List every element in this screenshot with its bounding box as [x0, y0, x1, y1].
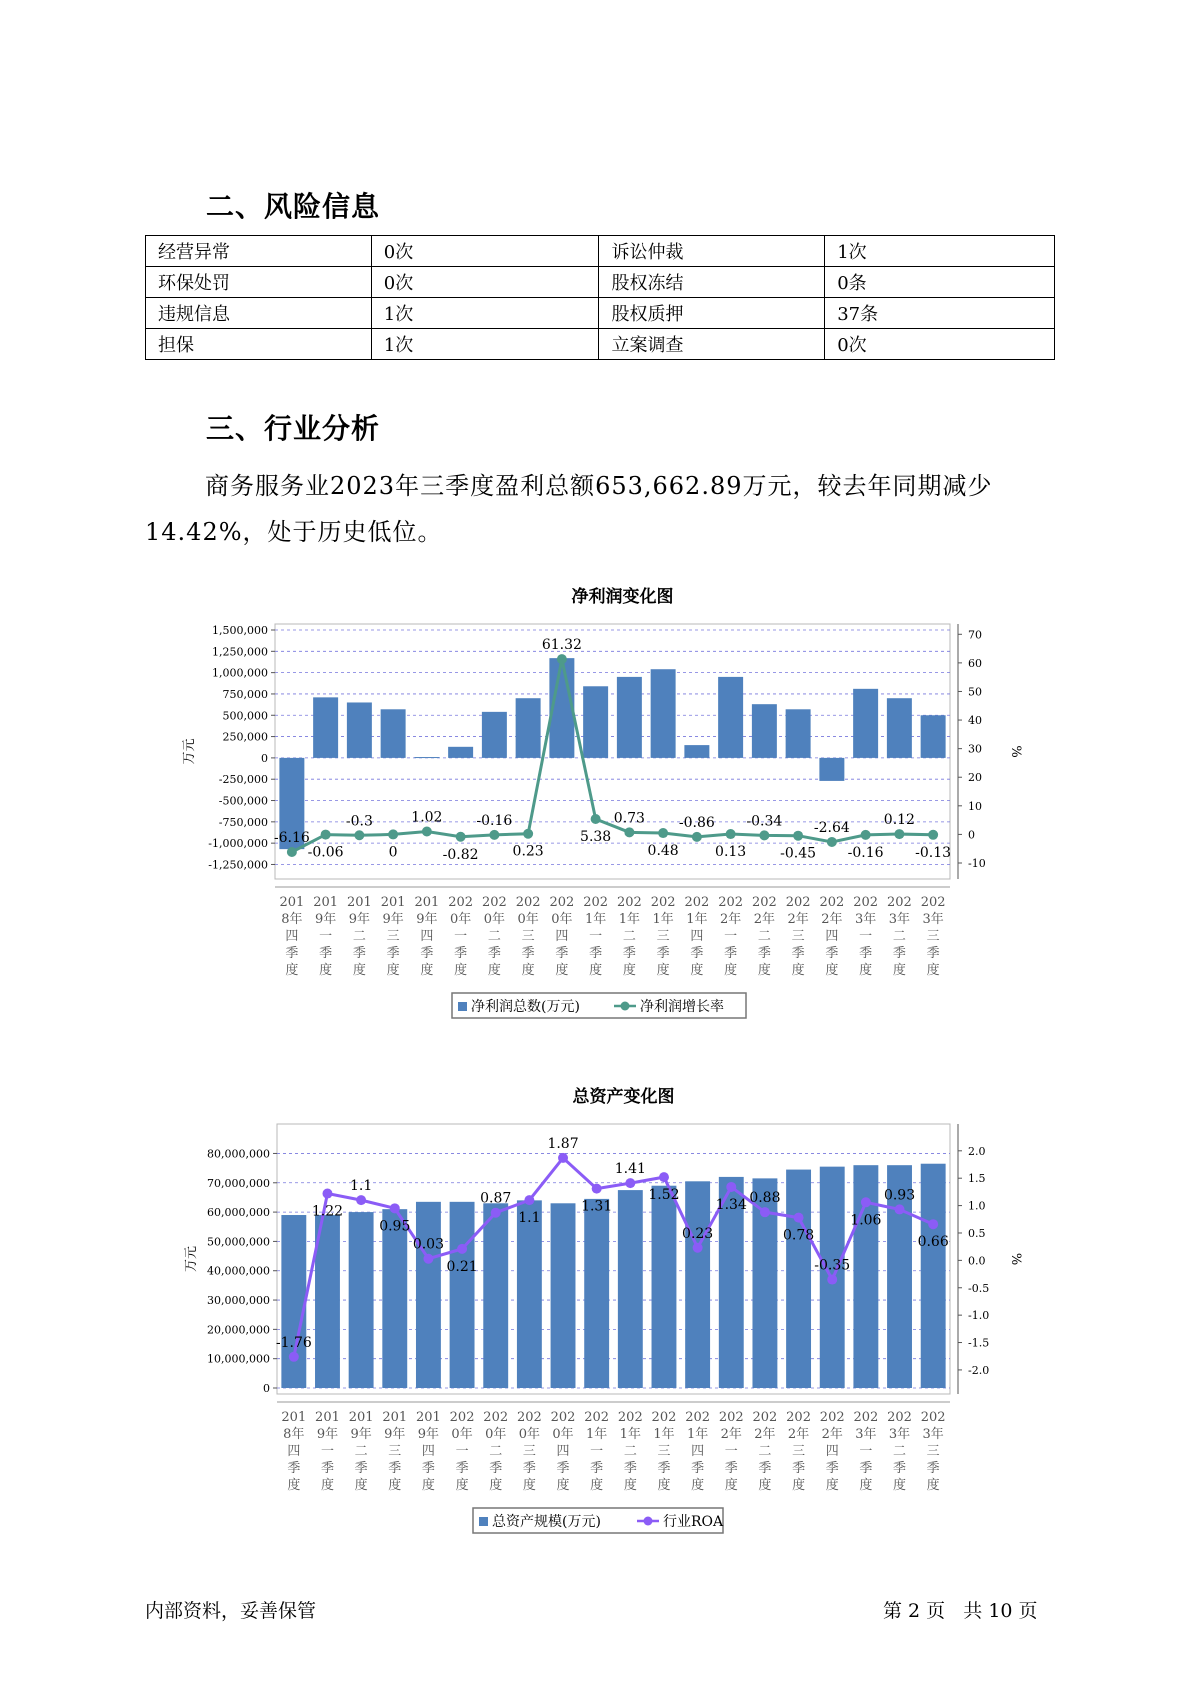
- y2-tick-label: 0.0: [968, 1254, 986, 1268]
- data-label: -0.34: [746, 813, 783, 830]
- x-tick-label: 202 3年二季度: [886, 895, 912, 978]
- x-tick-label: 202 3年一季度: [853, 1410, 879, 1493]
- line-point: [558, 1153, 568, 1163]
- y2-tick-label: 60: [968, 656, 982, 670]
- x-tick-label: 202 1年三季度: [650, 895, 676, 978]
- x-tick-label: 202 0年一季度: [449, 1410, 475, 1493]
- x-tick-label: 202 2年四季度: [819, 1410, 845, 1493]
- y2-tick-label: -0.5: [968, 1281, 990, 1295]
- table-cell: 1次: [371, 329, 599, 360]
- x-tick-label: 202 0年三季度: [516, 1410, 542, 1493]
- data-label: 61.32: [541, 637, 582, 654]
- line-point: [659, 1172, 669, 1182]
- data-label: 5.38: [580, 829, 612, 846]
- data-label: 0.12: [883, 812, 915, 829]
- y-tick-label: -1,250,000: [208, 858, 268, 872]
- y2-tick-label: -1.5: [968, 1336, 990, 1350]
- y-tick-label: 60,000,000: [207, 1206, 270, 1220]
- table-cell: 1次: [371, 298, 599, 329]
- table-row: [146, 236, 1055, 267]
- bar: [583, 686, 608, 758]
- line-point: [289, 1352, 299, 1362]
- x-tick-label: 201 8年四季度: [281, 1410, 307, 1493]
- y-tick-label: 50,000,000: [207, 1235, 270, 1249]
- line-point: [726, 1182, 736, 1192]
- x-tick-label: 201 9年三季度: [380, 895, 406, 978]
- x-tick-label: 202 1年一季度: [583, 895, 609, 978]
- data-label: -0.16: [847, 844, 884, 861]
- y2-tick-label: 1.0: [968, 1199, 986, 1213]
- x-tick-label: 202 0年一季度: [448, 895, 474, 978]
- table-cell: 立案调查: [599, 329, 825, 360]
- industry-paragraph: 商务服务业2023年三季度盈利总额653,662.89万元，较去年同期减少14.42%，处于历史低位。: [145, 472, 993, 546]
- data-label: -0.13: [915, 844, 952, 861]
- line-point: [726, 829, 736, 839]
- data-label: 0.87: [480, 1190, 512, 1207]
- data-label: 1.41: [614, 1161, 646, 1178]
- line-point: [592, 1184, 602, 1194]
- x-tick-label: 202 2年三季度: [785, 895, 811, 978]
- data-label: 0.03: [412, 1236, 445, 1253]
- bar: [819, 758, 844, 781]
- section-title-industry: 三、行业分析: [206, 412, 381, 445]
- line-point: [827, 1275, 837, 1285]
- x-tick-label: 202 1年四季度: [685, 1410, 711, 1493]
- page-number: 第 2 页 共 10 页: [883, 1600, 1038, 1622]
- table-cell: 诉讼仲裁: [599, 236, 825, 267]
- bar: [517, 1200, 542, 1388]
- data-label: 0.23: [512, 843, 544, 860]
- bar: [584, 1199, 609, 1388]
- y-tick-label: 10,000,000: [207, 1352, 270, 1366]
- data-label: 1.87: [547, 1135, 579, 1152]
- x-tick-label: 201 8年四季度: [279, 895, 305, 978]
- x-tick-label: 202 1年一季度: [584, 1410, 610, 1493]
- y2-tick-label: 0.5: [968, 1226, 986, 1240]
- x-tick-label: 202 1年二季度: [616, 895, 642, 978]
- table-cell: 担保: [146, 329, 372, 360]
- data-label: 0.48: [647, 843, 679, 860]
- y-tick-label: -250,000: [218, 773, 268, 787]
- line-point: [557, 654, 567, 664]
- x-tick-label: 202 0年四季度: [550, 1410, 576, 1493]
- x-tick-label: 202 3年三季度: [920, 895, 946, 978]
- table-cell: 1次: [825, 236, 1055, 267]
- y-axis-title: 万元: [184, 1245, 199, 1273]
- legend-bar-label: 总资产规模(万元): [492, 1514, 601, 1530]
- y2-tick-label: 30: [968, 742, 982, 756]
- line-point: [895, 1204, 905, 1214]
- line-point: [523, 829, 533, 839]
- y-tick-label: -1,000,000: [208, 837, 268, 851]
- y-tick-label: 250,000: [222, 730, 268, 744]
- line-point: [456, 832, 466, 842]
- section-title-risk: 二、风险信息: [206, 190, 381, 223]
- data-label: 1.22: [311, 1203, 344, 1220]
- bar: [347, 702, 372, 757]
- line-point: [356, 1195, 366, 1205]
- data-label: -0.82: [442, 846, 479, 863]
- line-point: [760, 1207, 770, 1217]
- line-point: [287, 847, 297, 857]
- bar: [416, 1202, 441, 1388]
- table-cell: 0次: [825, 329, 1055, 360]
- bar: [651, 669, 676, 758]
- line-point: [491, 1208, 501, 1218]
- x-tick-label: 201 9年二季度: [348, 1410, 374, 1493]
- line-point: [759, 830, 769, 840]
- table-cell: 0条: [825, 267, 1055, 298]
- x-tick-label: 202 2年二季度: [751, 895, 777, 978]
- bar: [921, 1164, 946, 1388]
- y2-tick-label: 1.5: [968, 1172, 986, 1186]
- line-point: [354, 830, 364, 840]
- legend-bar-swatch: [479, 1517, 488, 1526]
- data-label: 1.31: [581, 1198, 613, 1215]
- line-point: [861, 1197, 871, 1207]
- table-cell: 37条: [825, 298, 1055, 329]
- table-row: [146, 329, 1055, 360]
- line-point: [894, 829, 904, 839]
- data-label: 0.93: [883, 1187, 916, 1204]
- x-tick-label: 202 0年二季度: [483, 1410, 509, 1493]
- bar: [786, 1170, 811, 1388]
- table-cell: 违规信息: [146, 298, 372, 329]
- data-label: 1.1: [518, 1210, 541, 1227]
- legend-line-marker: [621, 1002, 630, 1011]
- y-tick-label: 30,000,000: [207, 1294, 270, 1308]
- bar: [381, 709, 406, 758]
- legend-line-label: 行业ROA: [663, 1514, 724, 1530]
- bar: [652, 1186, 677, 1388]
- x-tick-label: 201 9年三季度: [382, 1410, 408, 1493]
- y-tick-label: 70,000,000: [207, 1176, 270, 1190]
- line-point: [388, 829, 398, 839]
- x-tick-label: 201 9年二季度: [346, 895, 372, 978]
- table-cell: 环保处罚: [146, 267, 372, 298]
- x-tick-label: 202 0年二季度: [481, 895, 507, 978]
- footer-note: 内部资料，妥善保管: [145, 1600, 317, 1622]
- data-label: 0.21: [446, 1258, 478, 1275]
- data-label: 1.52: [648, 1187, 680, 1204]
- line-point: [322, 1189, 332, 1199]
- y2-axis-title: %: [1008, 745, 1023, 758]
- bar: [313, 697, 338, 758]
- data-label: -0.45: [780, 845, 817, 862]
- total-assets-chart: [0, 1078, 1191, 1538]
- line-point: [422, 826, 432, 836]
- data-label: -6.16: [273, 830, 310, 847]
- line-point: [827, 837, 837, 847]
- data-label: 0.66: [917, 1234, 949, 1251]
- line-point: [861, 830, 871, 840]
- y2-tick-label: 2.0: [968, 1144, 986, 1158]
- y-tick-label: 0: [263, 1382, 270, 1395]
- data-label: 0.23: [682, 1225, 714, 1242]
- data-label: 0.88: [749, 1190, 781, 1207]
- bar: [551, 1203, 576, 1388]
- y2-axis-title: %: [1008, 1252, 1023, 1266]
- table-cell: 经营异常: [146, 236, 372, 267]
- x-tick-label: 202 3年一季度: [853, 895, 879, 978]
- line-point: [794, 1213, 804, 1223]
- bar: [887, 698, 912, 758]
- x-tick-label: 202 3年三季度: [920, 1410, 946, 1493]
- x-tick-label: 201 9年四季度: [416, 1410, 441, 1493]
- x-tick-label: 201 9年一季度: [315, 1410, 340, 1493]
- bar: [414, 757, 439, 758]
- x-tick-label: 202 1年四季度: [684, 895, 710, 978]
- table-cell: 股权质押: [599, 298, 825, 329]
- y-tick-label: 1,250,000: [212, 645, 268, 659]
- y2-tick-label: 10: [968, 799, 982, 813]
- bar: [516, 698, 541, 758]
- x-tick-label: 202 2年一季度: [718, 895, 744, 978]
- bar: [382, 1209, 407, 1388]
- line-point: [321, 830, 331, 840]
- data-label: -0.16: [476, 812, 513, 829]
- x-tick-label: 201 9年一季度: [313, 895, 339, 978]
- chart-title: 净利润变化图: [571, 587, 674, 607]
- chart-title: 总资产变化图: [572, 1087, 675, 1107]
- bar: [752, 704, 777, 758]
- y2-tick-label: 40: [968, 714, 982, 728]
- legend-bar-swatch: [458, 1002, 467, 1011]
- bar: [685, 1181, 710, 1388]
- line-point: [928, 1219, 938, 1229]
- y2-tick-label: 20: [968, 771, 982, 785]
- data-label: 1.02: [411, 809, 443, 826]
- bar: [921, 715, 946, 758]
- bar: [617, 677, 642, 758]
- table-row: [146, 267, 1055, 298]
- line-point: [524, 1195, 534, 1205]
- plot-area: [275, 624, 950, 879]
- y-tick-label: 20,000,000: [207, 1323, 270, 1337]
- x-tick-label: 202 1年二季度: [617, 1410, 643, 1493]
- table-cell: 股权冻结: [599, 267, 825, 298]
- y-tick-label: -750,000: [218, 815, 268, 829]
- line-point: [423, 1254, 433, 1264]
- y-tick-label: 40,000,000: [207, 1264, 270, 1278]
- y-tick-label: -500,000: [218, 794, 268, 808]
- bar: [349, 1212, 374, 1388]
- line-point: [489, 830, 499, 840]
- bar: [786, 709, 811, 758]
- y2-tick-label: -2.0: [968, 1363, 990, 1377]
- data-label: 0.13: [715, 844, 747, 861]
- y-tick-label: 1,000,000: [212, 666, 268, 680]
- x-tick-label: 202 2年四季度: [819, 895, 845, 978]
- x-tick-label: 202 0年四季度: [549, 895, 575, 978]
- bar: [482, 712, 507, 758]
- line-point: [591, 814, 601, 824]
- line-point: [390, 1203, 400, 1213]
- x-tick-label: 201 9年四季度: [414, 895, 440, 978]
- data-label: -0.3: [345, 813, 373, 830]
- data-label: 0.73: [613, 810, 645, 827]
- data-label: -0.86: [678, 814, 715, 831]
- y2-tick-label: 0: [968, 828, 975, 842]
- data-label: 1.34: [715, 1196, 747, 1213]
- data-label: -0.06: [307, 844, 344, 861]
- line-point: [692, 832, 702, 842]
- bar: [618, 1190, 643, 1388]
- line-point: [793, 831, 803, 841]
- data-label: -2.64: [813, 819, 850, 836]
- bar: [853, 689, 878, 758]
- y-tick-label: 500,000: [222, 709, 268, 723]
- x-tick-label: 202 2年一季度: [718, 1410, 744, 1493]
- line-point: [928, 830, 938, 840]
- net-profit-chart: [0, 578, 1191, 1038]
- y-axis-title: 万元: [182, 738, 197, 765]
- data-label: 1.1: [349, 1178, 373, 1195]
- bar: [281, 1215, 306, 1388]
- y-tick-label: 80,000,000: [207, 1147, 270, 1161]
- bar: [718, 677, 743, 758]
- legend-bar-label: 净利润总数(万元): [471, 999, 580, 1015]
- y2-tick-label: -10: [968, 856, 986, 870]
- table-cell: 0次: [371, 236, 599, 267]
- data-label: -0.35: [814, 1257, 851, 1274]
- y2-tick-label: 70: [968, 628, 982, 642]
- data-label: 1.06: [850, 1212, 882, 1229]
- bar: [483, 1203, 508, 1388]
- bar: [450, 1202, 475, 1388]
- data-label: 0.95: [379, 1218, 411, 1235]
- data-label: 0: [388, 844, 398, 861]
- x-tick-label: 202 0年三季度: [515, 895, 541, 978]
- x-tick-label: 202 2年三季度: [786, 1410, 811, 1493]
- risk-info-table: [145, 235, 1055, 360]
- line-point: [457, 1244, 467, 1254]
- y-tick-label: 0: [261, 751, 268, 765]
- legend-line-marker: [644, 1517, 653, 1526]
- y-tick-label: 1,500,000: [212, 624, 268, 637]
- line-point: [624, 827, 634, 837]
- line-point: [625, 1178, 635, 1188]
- bar: [684, 745, 709, 758]
- line-point: [658, 828, 668, 838]
- data-label: -1.76: [275, 1334, 312, 1351]
- y2-tick-label: 50: [968, 685, 982, 699]
- x-tick-label: 202 1年三季度: [651, 1410, 677, 1493]
- bar: [448, 747, 473, 758]
- table-cell: 0次: [371, 267, 599, 298]
- legend-line-label: 净利润增长率: [640, 999, 724, 1015]
- y-tick-label: 750,000: [222, 687, 268, 701]
- data-label: 0.78: [782, 1227, 815, 1244]
- y2-tick-label: -1.0: [968, 1309, 990, 1323]
- line-point: [693, 1243, 703, 1253]
- x-tick-label: 202 3年二季度: [887, 1410, 912, 1493]
- table-row: [146, 298, 1055, 329]
- x-tick-label: 202 2年二季度: [752, 1410, 778, 1493]
